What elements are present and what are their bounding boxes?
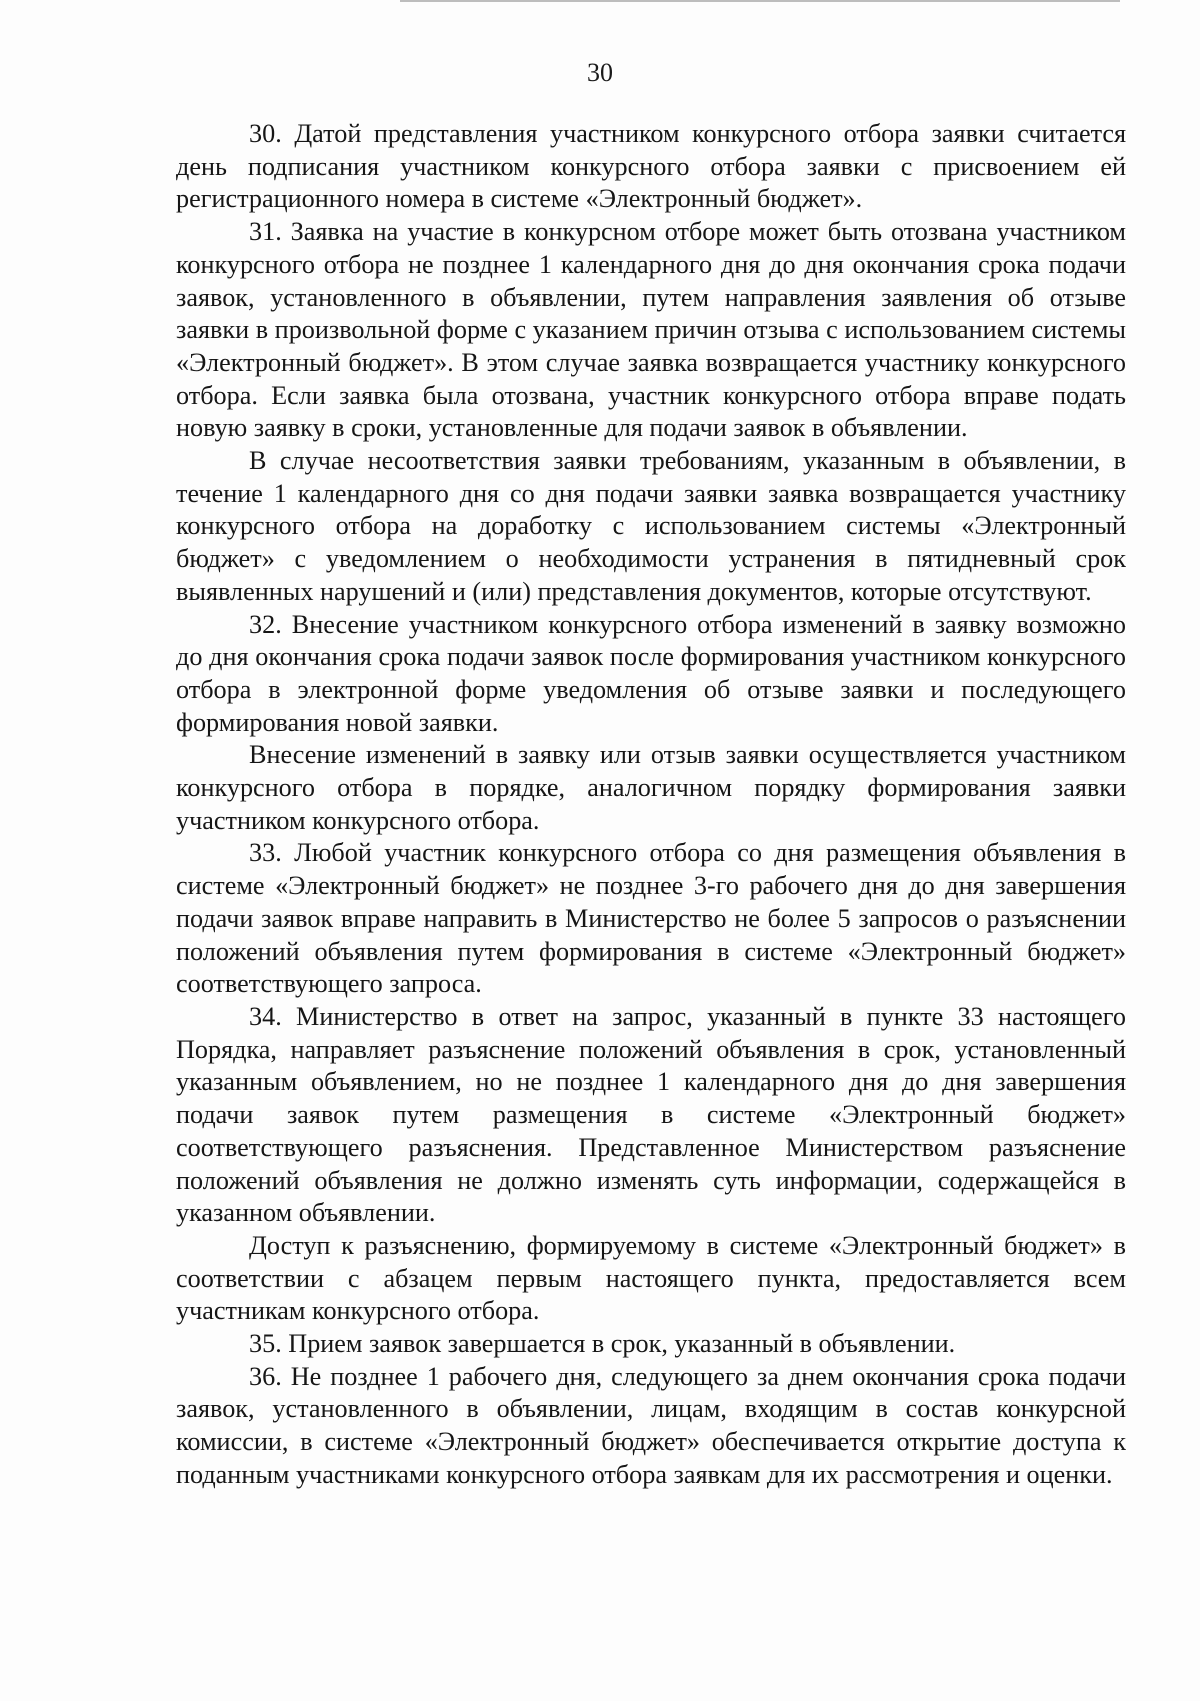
paragraph-33: 33. Любой участник конкурсного отбора со дня размещения объявления в системе «Электронный бюджет» не позднее 3-го рабочего дня до дня завершения подачи заявок вправе направить в Министерство не более 5 запросов о разъяснении положений объявления путем формирования в системе «Электронный бюджет» соответствующего запроса. [176,838,1126,999]
page-number: 30 [587,58,613,87]
paragraph-34-continued: Доступ к разъяснению, формируемому в системе «Электронный бюджет» в соответствии с абзацем первым настоящего пункта, предоставляется всем участникам конкурсного отбора. [176,1230,1126,1326]
paragraph-35: 35. Прием заявок завершается в срок, указанный в объявлении. [249,1329,956,1359]
paragraph-31: 31. Заявка на участие в конкурсном отборе может быть отозвана участником конкурсного отбора не позднее 1 календарного дня до дня окончания срока подачи заявок, установленного в объявлении, путем направления заявления об отзыве заявки в произвольной форме с указанием причин отзыва с использованием системы «Электронный бюджет». В этом случае заявка возвращается участнику конкурсного отбора. Если заявка была отозвана, участник конкурсного отбора вправе подать новую заявку в сроки, установленные для подачи заявок в объявлении. [176,217,1126,443]
document-body [176,118,1126,1492]
paragraph-30: 30. Датой представления участником конкурсного отбора заявки считается день подписания участником конкурсного отбора заявки с присвоением ей регистрационного номера в системе «Электронный бюджет». [176,119,1126,214]
paragraph-36: 36. Не позднее 1 рабочего дня, следующего за днем окончания срока подачи заявок, установленного в объявлении, лицам, входящим в состав конкурсной комиссии, в системе «Электронный бюджет» обеспечивается открытие доступа к поданным участниками конкурсного отбора заявкам для их рассмотрения и оценки. [176,1361,1126,1489]
paragraph-32: 32. Внесение участником конкурсного отбора изменений в заявку возможно до дня окончания срока подачи заявок после формирования участником конкурсного отбора в электронной форме уведомления об отзыве заявки и последующего формирования новой заявки. [176,609,1126,737]
paragraph-31-continued: В случае несоответствия заявки требованиям, указанным в объявлении, в течение 1 календарного дня со дня подачи заявки заявка возвращается участнику конкурсного отбора на доработку с использованием системы «Электронный бюджет» с уведомлением о необходимости устранения в пятидневный срок выявленных нарушений и (или) представления документов, которые отсутствуют. [176,446,1126,606]
paragraph-32-continued: Внесение изменений в заявку или отзыв заявки осуществляется участником конкурсного отбора в порядке, аналогичном порядку формирования заявки участником конкурсного отбора. [176,740,1126,835]
paragraph-34: 34. Министерство в ответ на запрос, указанный в пункте 33 настоящего Порядка, направляет разъяснение положений объявления в срок, установленный указанным объявлением, но не позднее 1 календарного дня до дня завершения подачи заявок путем размещения в системе «Электронный бюджет» соответствующего разъяснения. Представленное Министерством разъяснение положений объявления не должно изменять суть информации, содержащейся в указанном объявлении. [176,1001,1126,1228]
scan-edge-line [400,0,1120,2]
